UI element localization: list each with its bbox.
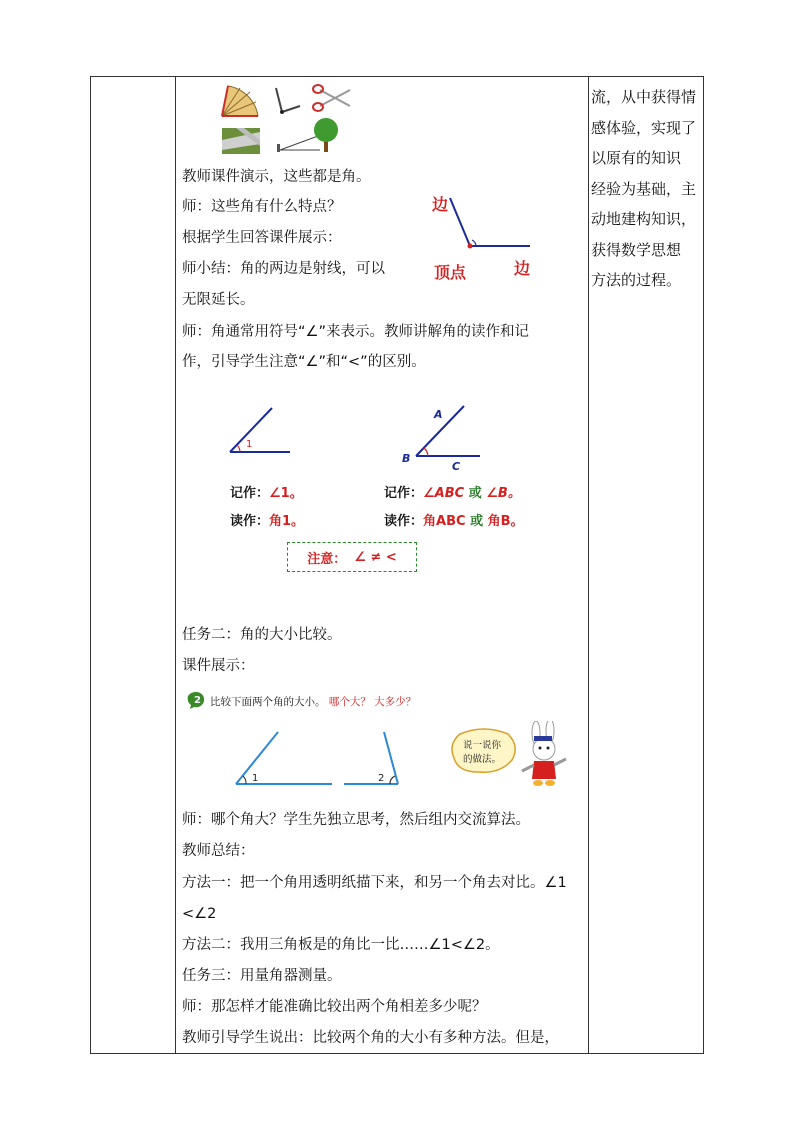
compare-angle-2-label: 2 — [378, 773, 385, 784]
side-note-line: 以原有的知识 — [591, 149, 682, 167]
task2-title: 任务二：角的大小比较。 — [182, 627, 342, 643]
notice-box — [287, 542, 417, 572]
point-c-label: C — [452, 460, 461, 473]
question-features: 师：这些角有什么特点？ — [182, 199, 342, 215]
write-or: 或 — [468, 486, 482, 501]
side-label-right: 边 — [514, 259, 531, 278]
side-note-line: 动地建构知识， — [591, 210, 697, 228]
notice-label: 注意： — [307, 551, 347, 567]
teacher-summary: 教师总结： — [182, 843, 255, 859]
side-note-line: 流，从中获得情 — [591, 88, 697, 106]
tree-sightline-icon — [277, 118, 338, 152]
write-value-2: ∠B。 — [486, 486, 521, 501]
table-divider-right — [588, 77, 589, 1053]
method2: 方法二：我用三角板是的角比一比……∠1<∠2。 — [182, 937, 500, 953]
method1-line-2: <∠2 — [182, 906, 217, 922]
side-note-line: 获得数学思想 — [591, 240, 682, 259]
vertex-dot — [468, 244, 473, 249]
angle-1-label: 1 — [246, 439, 253, 450]
angle-abc-reading — [384, 510, 524, 529]
compare-angle-2 — [342, 728, 402, 790]
show-by-answer: 根据学生回答课件展示： — [182, 230, 342, 246]
angle-1-reading — [230, 510, 304, 529]
compare-question: 哪个大？ 大多少？ — [328, 696, 417, 708]
compare-angle-1-label: 1 — [252, 773, 259, 784]
rabbit-mascot-icon — [518, 721, 570, 789]
table-divider-left — [175, 77, 176, 1053]
write-prefix: 记作： — [384, 486, 424, 501]
symbol-line-2: 作，引导学生注意“∠”和“<”的区别。 — [182, 354, 426, 370]
task3-title: 任务三：用量角器测量。 — [182, 968, 342, 984]
which-bigger: 师：哪个角大？学生先独立思考，然后组内交流算法。 — [182, 812, 530, 828]
courseware-show: 课件展示： — [182, 658, 255, 674]
read-value: 角1。 — [269, 514, 305, 529]
road-junction-icon — [222, 128, 260, 154]
vertex-label: 顶点 — [434, 263, 467, 282]
real-life-angles-image — [220, 84, 390, 156]
method1-line-1: 方法一：把一个角用透明纸描下来，和另一个角去对比。∠1 — [182, 875, 567, 891]
bubble-line-1: 说一说你 — [463, 740, 502, 751]
side-note-line: 感体验，实现了 — [591, 118, 697, 137]
angle-1-notation — [230, 482, 303, 501]
read-prefix: 读作： — [230, 514, 270, 529]
point-a-label: A — [434, 408, 443, 421]
side-note-line: 方法的过程。 — [591, 271, 682, 289]
question-how: 师：那怎样才能准确比较出两个角相差多少呢？ — [182, 999, 487, 1015]
main-content — [182, 76, 586, 1054]
intro-caption: 教师课件演示，这些都是角。 — [182, 169, 371, 185]
side-notes — [591, 82, 703, 296]
bubble-line-2: 的做法。 — [463, 754, 502, 765]
speech-bubble — [450, 726, 518, 778]
clock-hands-icon — [276, 88, 300, 114]
read-or: 或 — [470, 514, 484, 529]
summary-line-2: 无限延长。 — [182, 292, 255, 308]
read-prefix: 读作： — [384, 514, 424, 529]
point-b-label: B — [402, 452, 411, 465]
fan-icon — [222, 86, 258, 116]
angle-abc-notation — [384, 482, 521, 501]
symbol-line-1: 师：角通常用符号“∠”来表示。教师讲解角的读作和记 — [182, 324, 530, 340]
angle-abc-diagram — [396, 404, 486, 474]
write-value-1: ∠ABC — [423, 486, 465, 501]
compare-angle-1 — [232, 728, 336, 790]
compare-badge-icon — [186, 691, 206, 709]
side-label-top: 边 — [432, 195, 449, 214]
notice-value: ∠ ≠ < — [354, 549, 397, 565]
angle-1-diagram — [226, 402, 298, 458]
read-value-1: 角ABC — [423, 514, 466, 529]
write-value: ∠1。 — [269, 486, 303, 501]
svg-text:2: 2 — [194, 695, 201, 706]
compare-prompt — [210, 694, 416, 709]
side-note-line: 经验为基础，主 — [591, 179, 697, 198]
compare-prompt-text: 比较下面两个角的大小。 — [210, 696, 326, 708]
angle-parts-diagram — [426, 188, 542, 284]
scissors-icon — [313, 85, 350, 111]
read-value-2: 角B。 — [487, 514, 524, 529]
write-prefix: 记作： — [230, 486, 270, 501]
summary-line-1: 师小结：角的两边是射线，可以 — [182, 261, 385, 277]
guide-line: 教师引导学生说出：比较两个角的大小有多种方法。但是， — [182, 1030, 559, 1046]
